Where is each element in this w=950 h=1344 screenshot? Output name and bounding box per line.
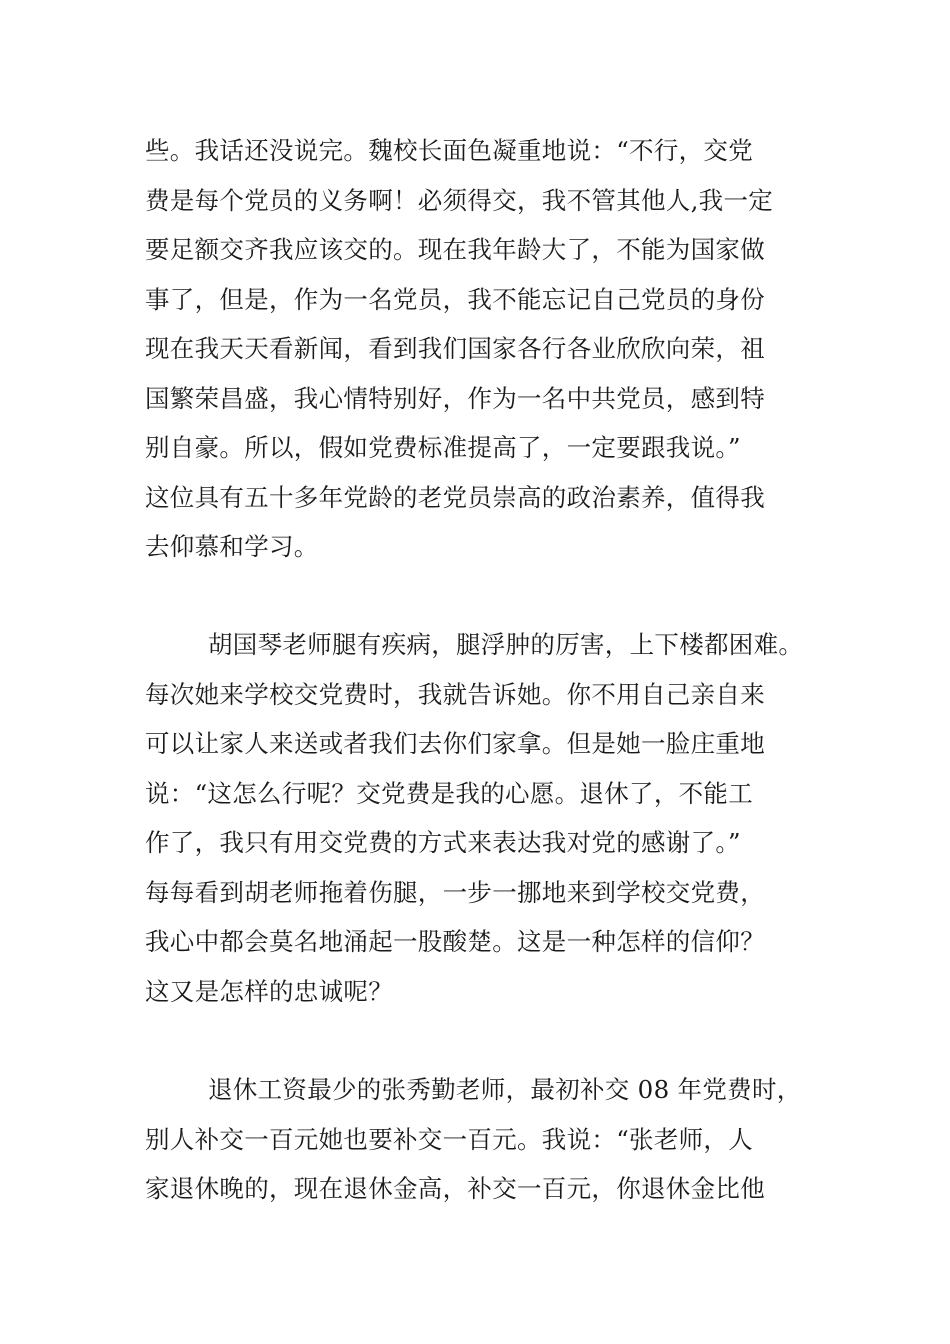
paragraph-2 (145, 620, 825, 1016)
text-line: 国繁荣昌盛，我心情特别好，作为一名中共党员，感到特 (145, 383, 765, 413)
text-line: 去仰慕和学习。 (145, 532, 319, 561)
text-line-indented: 退休工资最少的张秀勤老师，最初补交 08 年党费时， (208, 1075, 802, 1104)
text-line: 可以让家人来送或者我们去你们家拿。但是她一脸庄重地 (145, 729, 765, 758)
text-line: 要足额交齐我应该交的。现在我年龄大了，不能为国家做 (145, 235, 765, 264)
text-line: 这位具有五十多年党龄的老党员崇高的政治素养，值得我 (145, 482, 765, 512)
text-line: 些。我话还没说完。魏校长面色凝重地说：“不行，交党 (145, 136, 754, 165)
text-line: 现在我天天看新闻，看到我们国家各行各业欣欣向荣，祖 (145, 334, 765, 363)
text-line: 事了，但是，作为一名党员，我不能忘记自己党员的身份 (145, 284, 765, 314)
text-line: 每次她来学校交党费时，我就告诉她。你不用自己亲自来 (145, 679, 765, 709)
text-line: 说：“这怎么行呢？交党费是我的心愿。退休了，不能工 (145, 778, 754, 808)
paragraph-1 (145, 126, 825, 572)
text-line: 别人补交一百元她也要补交一百元。我说：“张老师，人 (145, 1124, 754, 1154)
text-line-indented: 胡国琴老师腿有疾病，腿浮肿的厉害，上下楼都困难。 (208, 630, 804, 659)
text-line: 费是每个党员的义务啊！必须得交，我不管其他人,我一定 (145, 185, 774, 215)
text-line: 作了，我只有用交党费的方式来表达我对党的感谢了。” (145, 828, 741, 857)
text-line: 每每看到胡老师拖着伤腿，一步一挪地来到学校交党费， (145, 877, 765, 907)
text-line: 这又是怎样的忠诚呢？ (145, 976, 393, 1006)
paragraph-3 (145, 1065, 825, 1214)
text-line: 别自豪。所以，假如党费标准提高了，一定要跟我说。” (145, 433, 741, 462)
text-line: 我心中都会莫名地涌起一股酸楚。这是一种怎样的信仰？ (145, 927, 765, 956)
text-line: 家退休晚的，现在退休金高，补交一百元，你退休金比他 (145, 1174, 765, 1203)
